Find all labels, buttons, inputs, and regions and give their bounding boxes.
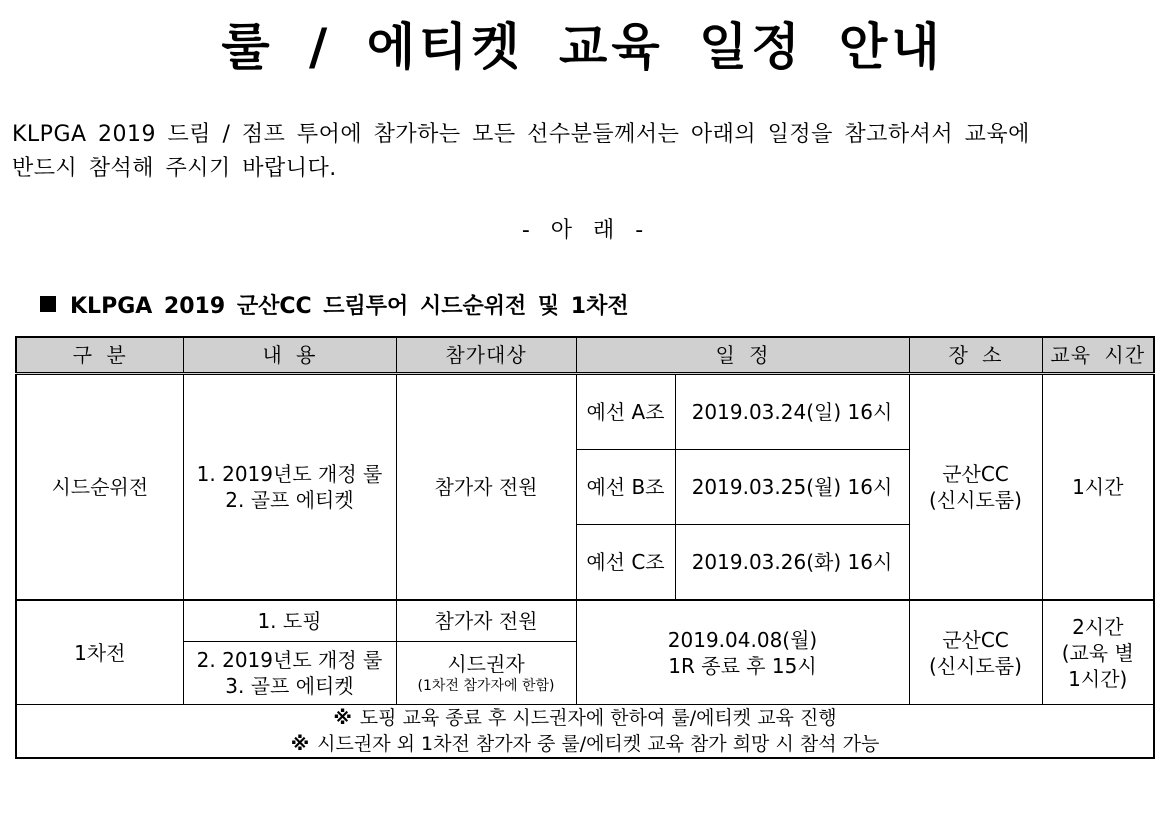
seed-content <box>183 374 396 601</box>
note-text: 시드권자 외 1차전 참가자 중 룰/에티켓 교육 참가 희망 시 참석 가능 <box>317 733 880 755</box>
seed-category: 시드순위전 <box>16 374 183 601</box>
black-square-icon <box>40 296 56 312</box>
center-mark: - 아 래 - <box>521 218 644 243</box>
group-date: 2019.03.26(화) 16시 <box>675 525 909 601</box>
seed-target: 참가자 전원 <box>396 374 576 601</box>
seed-content-line: 2. 골프 에티켓 <box>225 488 354 512</box>
group-date: 2019.03.24(일) 16시 <box>675 374 909 450</box>
first-round-duration <box>1042 600 1154 705</box>
note-line <box>17 731 1153 757</box>
section-heading <box>40 292 629 322</box>
note-line <box>17 705 1153 731</box>
first-round-target-1: 참가자 전원 <box>396 600 576 642</box>
reference-mark-icon: ※ <box>333 707 352 729</box>
header-duration: 교육 시간 <box>1042 337 1154 374</box>
notes-row <box>16 705 1154 759</box>
place-line: 군산CC <box>942 627 1009 652</box>
first-round-target-2 <box>396 642 576 705</box>
seed-place <box>909 374 1042 601</box>
place-line: 군산CC <box>942 462 1009 486</box>
seed-content-line: 1. 2019년도 개정 룰 <box>196 462 383 486</box>
group-label: 예선 C조 <box>576 525 675 601</box>
intro-paragraph <box>12 118 1132 186</box>
first-round-schedule <box>576 600 909 705</box>
table-row <box>16 374 1154 450</box>
place-line: (신시도룸) <box>929 653 1022 678</box>
content-line: 2. 2019년도 개정 룰 <box>196 648 383 672</box>
header-schedule: 일 정 <box>576 337 909 374</box>
page-title: 룰 / 에티켓 교육 일정 안내 <box>221 18 944 76</box>
header-place: 장 소 <box>909 337 1042 374</box>
schedule-line: 1R 종료 후 15시 <box>668 653 817 678</box>
notes-cell <box>16 705 1154 759</box>
header-content: 내 용 <box>183 337 396 374</box>
first-round-place <box>909 600 1042 705</box>
header-target: 참가대상 <box>396 337 576 374</box>
schedule-line: 2019.04.08(월) <box>667 627 818 652</box>
section-heading-text: KLPGA 2019 군산CC 드림투어 시드순위전 및 1차전 <box>70 294 629 319</box>
first-round-category: 1차전 <box>16 600 183 705</box>
duration-line: (교육 별 <box>1061 640 1134 665</box>
target-note: (1차전 참가자에 한함) <box>417 678 555 694</box>
duration-line: 1시간) <box>1068 666 1128 691</box>
intro-line-1: KLPGA 2019 드림 / 점프 투어에 참가하는 모든 선수분들께서는 아래의 일정을 참고하셔서 교육에 <box>12 122 1030 147</box>
group-label: 예선 B조 <box>576 450 675 525</box>
schedule-table <box>15 336 1155 759</box>
first-round-content-2 <box>183 642 396 705</box>
group-date: 2019.03.25(월) 16시 <box>675 450 909 525</box>
table-row <box>16 600 1154 642</box>
duration-line: 2시간 <box>1072 614 1124 639</box>
note-text: 도핑 교육 종료 후 시드권자에 한하여 룰/에티켓 교육 진행 <box>359 707 837 729</box>
reference-mark-icon: ※ <box>290 733 310 755</box>
table-header-row <box>16 337 1154 374</box>
content-line: 3. 골프 에티켓 <box>225 674 354 698</box>
target-line: 시드권자 <box>447 652 525 676</box>
intro-line-2: 반드시 참석해 주시기 바랍니다. <box>12 156 337 181</box>
place-line: (신시도룸) <box>929 488 1022 512</box>
header-category: 구 분 <box>16 337 183 374</box>
group-label: 예선 A조 <box>576 374 675 450</box>
seed-duration: 1시간 <box>1042 374 1154 601</box>
first-round-content-1: 1. 도핑 <box>183 600 396 642</box>
